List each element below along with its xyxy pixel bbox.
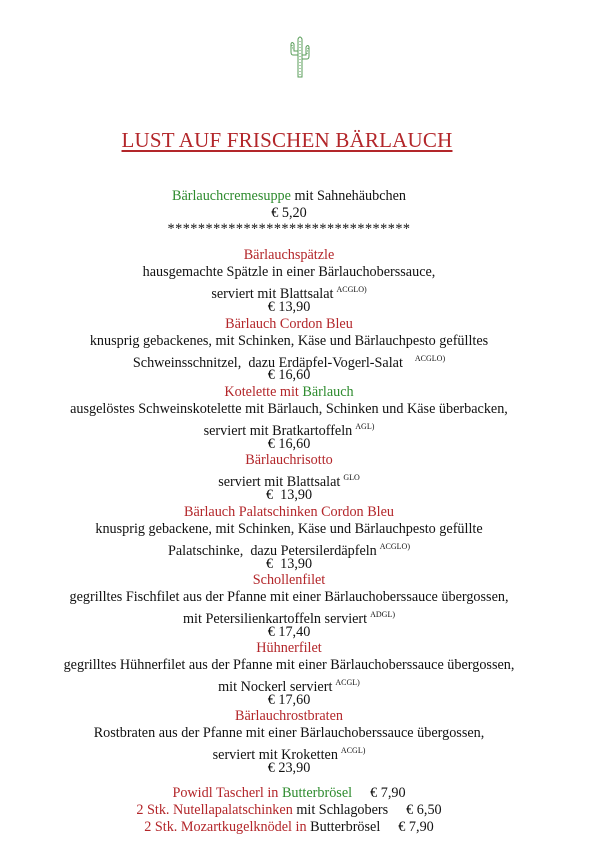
- allergen-codes: ACGLO): [336, 285, 367, 294]
- dish-name: Kotelette mit Bärlauch: [224, 384, 354, 400]
- dessert-price: € 7,90: [398, 819, 434, 835]
- dish-price: € 17,40: [267, 624, 311, 640]
- dish-name: Hühnerfilet: [256, 640, 322, 656]
- allergen-codes: ACGL): [340, 746, 366, 755]
- dish-description: gegrilltes Hühnerfilet aus der Pfanne mit einer Bärlauchoberssauce übergossen,: [63, 657, 515, 673]
- menu-title: LUST AUF FRISCHEN BÄRLAUCH: [121, 128, 453, 152]
- allergen-codes: ADGL): [370, 610, 395, 619]
- allergen-codes: GLO: [343, 473, 360, 482]
- dish-name: Bärlauchspätzle: [243, 247, 335, 263]
- dish-description: mit Petersilienkartoffeln serviert $^{ADGL)}$: [182, 610, 395, 627]
- soup-line: [0, 188, 578, 205]
- dish-price: € 16,60: [267, 436, 311, 452]
- soup-price: € 5,20: [271, 205, 307, 221]
- dish-price: € 13,90: [267, 299, 311, 315]
- dish-name: Bärlauchrisotto: [245, 452, 333, 468]
- allergen-codes: ACGLO): [379, 542, 410, 551]
- dish-name: Bärlauch Cordon Bleu: [225, 316, 353, 332]
- allergen-codes: ACGL): [335, 678, 360, 687]
- dish-price: € 17,60: [267, 692, 311, 708]
- dish-name: Schollenfilet: [252, 572, 326, 588]
- allergen-codes: AGL): [355, 422, 375, 431]
- soup-description: mit Sahnehäubchen: [290, 188, 406, 204]
- dish-price: € 13,90: [265, 487, 313, 503]
- dish-name: Bärlauchrostbraten: [235, 708, 343, 724]
- cactus-icon: [288, 33, 312, 79]
- dessert-price: € 6,50: [406, 802, 442, 818]
- dish-description: ausgelöstes Schweinskotelette mit Bärlauch, Schinken und Käse überbacken,: [70, 401, 508, 417]
- dish-name: Bärlauch Palatschinken Cordon Bleu: [183, 504, 394, 520]
- dish-description: serviert mit Blattsalat $^{ACGLO)}$: [211, 285, 367, 302]
- allergen-codes: ACGLO): [414, 354, 446, 363]
- dish-price: € 23,90: [267, 760, 311, 776]
- soup-name: Bärlauchcremesuppe: [171, 188, 291, 204]
- dish-description: serviert mit Blattsalat $^{GLO}$: [218, 473, 360, 490]
- dish-description: serviert mit Bratkartoffeln $^{AGL)}$: [203, 422, 375, 439]
- dish-description: gegrilltes Fischfilet aus der Pfanne mit einer Bärlauchoberssauce übergossen,: [69, 589, 509, 605]
- dish-description: knusprig gebackene, mit Schinken, Käse und Bärlauchpesto gefüllte: [95, 521, 483, 537]
- dish-description: Palatschinke, dazu Petersilerdäpfeln $^{ACGLO)}$: [167, 542, 410, 559]
- dish-description: Rostbraten aus der Pfanne mit einer Bärlauchoberssauce übergossen,: [93, 725, 485, 741]
- dish-description: Schweinsschnitzel, dazu Erdäpfel-Vogerl-Salat $^{ACGLO)}$: [132, 354, 446, 371]
- dessert-item: 2 Stk. Mozartkugelknödel in Butterbrösel € 7,90: [144, 819, 434, 835]
- separator: ********************************: [167, 221, 411, 237]
- dessert-item: Powidl Tascherl in Butterbrösel € 7,90: [172, 785, 406, 801]
- dish-description: hausgemachte Spätzle in einer Bärlauchoberssauce,: [142, 264, 436, 280]
- dessert-item: 2 Stk. Nutellapalatschinken mit Schlagobers € 6,50: [136, 802, 442, 818]
- dish-description: mit Nockerl serviert $^{ACGL)}$: [218, 678, 360, 695]
- dish-description: serviert mit Kroketten $^{ACGL)}$: [212, 746, 366, 763]
- dish-description: knusprig gebackenes, mit Schinken, Käse und Bärlauchpesto gefülltes: [89, 333, 489, 349]
- dish-price: € 16,60: [267, 367, 311, 383]
- dish-price: € 13,90: [265, 556, 313, 572]
- dessert-price: € 7,90: [370, 785, 406, 801]
